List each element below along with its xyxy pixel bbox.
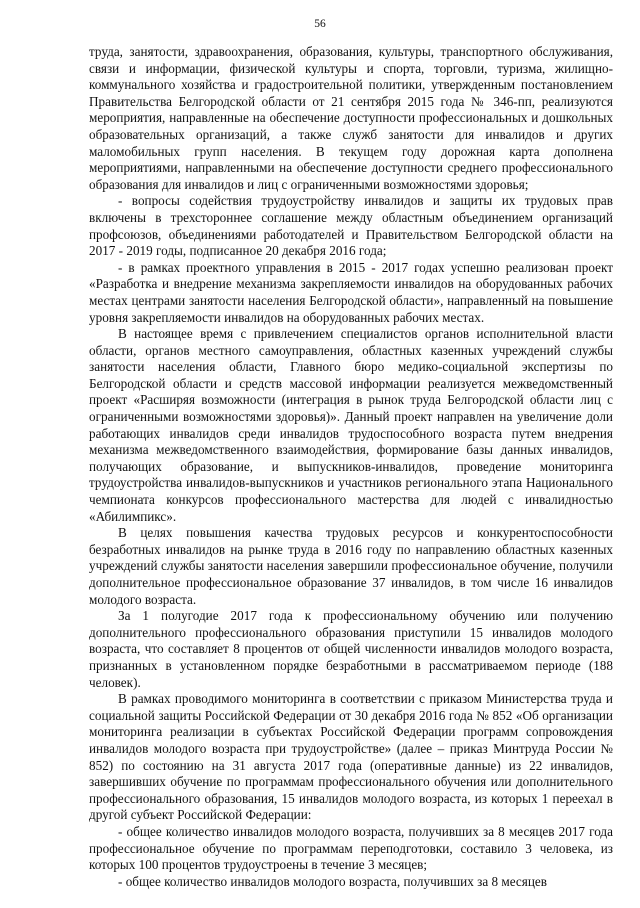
- page-number: 56: [314, 18, 326, 30]
- paragraph-first-half-2017: За 1 полугодие 2017 года к профессиональному обучению или получению дополнительного профессионального образования приступили 15 инвалидов молодого возраста, что составляет 8 процентов от общей численности инвалидов молодого возраста, признанных в установленном порядке безработными в рассматриваемом периоде (188 человек).: [89, 608, 613, 690]
- list-item-truncated: - общее количество инвалидов молодого возраста, получивших за 8 месяцев: [118, 873, 547, 889]
- paragraph-monitoring: В рамках проводимого мониторинга в соответствии с приказом Министерства труда и социальной защиты Российской Федерации от 30 декабря 2016 года № 852 «Об организации мониторинга реализации в субъектах Российской Федерации программ сопровождения инвалидов молодого возраста при трудоустройстве» (далее – приказ Минтруда России № 852) по состоянию на 31 августа 2017 года (оперативные данные) из 22 инвалидов, завершивших обучение по программам профессионального обучения или дополнительного профессионального образования, 15 инвалидов молодого возраста, из которых 1 переехал в другой субъект Российской Федерации:: [89, 691, 613, 823]
- paragraph-tripartite-agreement: - вопросы содействия трудоустройству инвалидов и защиты их трудовых прав включены в трехстороннее соглашение между областным объединением организаций профсоюзов, объединениями работодателей и Правительством Белгородской области на 2017 - 2019 годы, подписанное 20 декабря 2016 года;: [89, 193, 613, 259]
- list-item-retraining: - общее количество инвалидов молодого возраста, получивших за 8 месяцев 2017 года профессиональное обучение по программам переподготовки, составило 3 человека, из которых 100 процентов трудоустроены в течение 3 месяцев;: [89, 823, 613, 873]
- page-body: [89, 44, 613, 908]
- paragraph-expanding-opportunities: В настоящее время с привлечением специалистов органов исполнительной власти области, органов местного самоуправления, областных казенных учреждений службы занятости населения области, Главного бюро медико-социальной экспертизы по Белгородской области и средств массовой информации реализуется межведомственный проект «Расширяя возможности (интеграция в рынок труда Белгородской области лиц с ограниченными возможностями здоровья)». Данный проект направлен на увеличение доли работающих инвалидов среди инвалидов трудоспособного возраста путем внедрения механизма межведомственного взаимодействия, формирование базы данных инвалидов, получающих образование, и выпускников-инвалидов, проведение мониторинга трудоустройства инвалидов-выпускников и участников регионального этапа Национального чемпионата конкурсов профессионального мастерства для людей с инвалидностью «Абилимпикс».: [89, 326, 613, 524]
- paragraph-workforce-quality: В целях повышения качества трудовых ресурсов и конкурентоспособности безработных инвалидов на рынке труда в 2016 году по направлению областных казенных учреждений службы занятости населения завершили профессиональное обучение, получили дополнительное профессиональное образование 37 инвалидов, в том числе 16 инвалидов молодого возраста.: [89, 525, 613, 607]
- paragraph-project-management: - в рамках проектного управления в 2015 - 2017 годах успешно реализован проект «Разработка и внедрение механизма закрепляемости инвалидов на оборудованных рабочих местах центрами занятости населения Белгородской области», направленный на повышение уровня закрепляемости инвалидов на оборудованных рабочих местах.: [89, 259, 613, 325]
- paragraph-accessibility-measures: труда, занятости, здравоохранения, образования, культуры, транспортного обслуживания, связи и информации, физической культуры и спорта, торговли, туризма, жилищно-коммунального хозяйства и градостроительной политики, утвержденным постановлением Правительства Белгородской области от 21 сентября 2015 года № 346-пп, реализуются мероприятия, направленные на обеспечение доступности профессиональных и дошкольных образовательных организаций, а также служб занятости для инвалидов и других маломобильных групп населения. В текущем году дорожная карта дополнена мероприятиями, направленными на обеспечение доступности среднего профессионального образования для инвалидов и лиц с ограниченными возможностями здоровья;: [89, 44, 613, 192]
